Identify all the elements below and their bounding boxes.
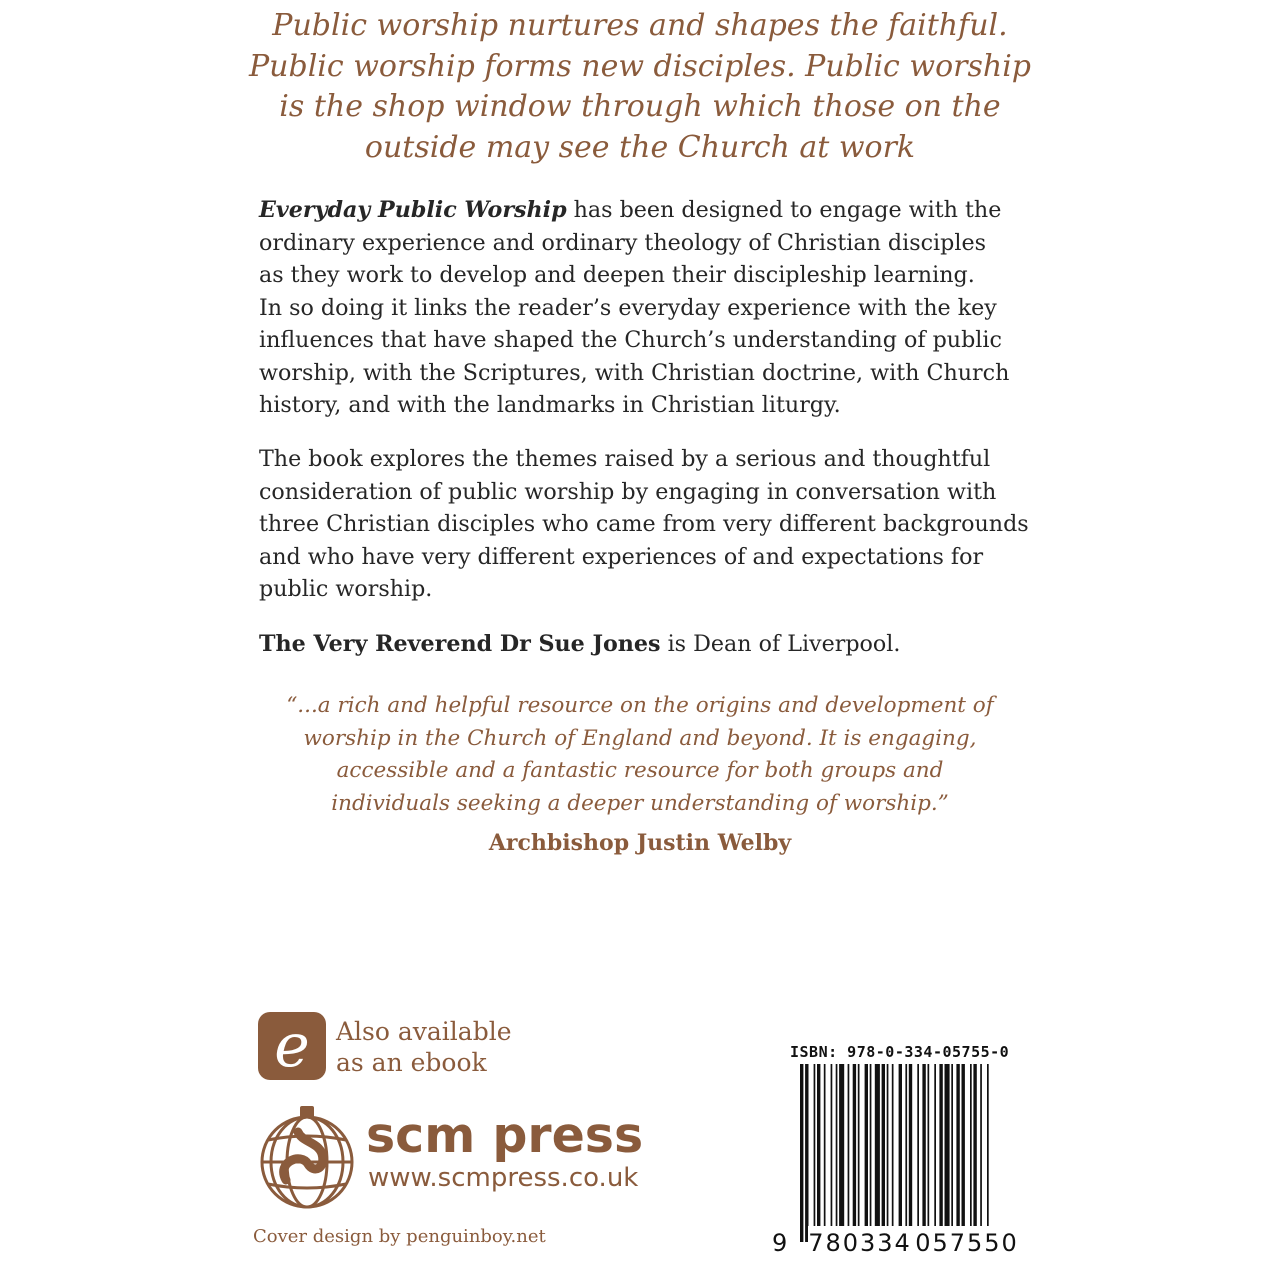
barcode-bar xyxy=(800,1064,803,1242)
author-role: is Dean of Liverpool. xyxy=(660,631,901,657)
barcode-bar xyxy=(922,1064,925,1226)
barcode-bar xyxy=(917,1064,919,1226)
barcode-bars xyxy=(800,1064,989,1242)
quote-line: accessible and a fantastic resource for both groups and xyxy=(336,758,944,783)
paragraph-line: In so doing it links the reader’s everyday experience with the key xyxy=(259,294,997,321)
paragraph-line: as they work to develop and deepen their discipleship learning. xyxy=(259,262,975,288)
ebook-icon xyxy=(258,1012,326,1080)
paragraph-text: has been designed to engage with the xyxy=(566,197,1002,223)
quote-line: “...a rich and helpful resource on the origins and development of xyxy=(286,693,994,718)
paragraph-line xyxy=(259,194,1019,227)
ebook-notice xyxy=(336,1016,512,1078)
barcode-bar xyxy=(882,1064,885,1226)
barcode xyxy=(770,1064,1025,1254)
barcode-right-digits: 057550 xyxy=(915,1229,1019,1254)
barcode-bar xyxy=(817,1064,820,1226)
barcode-bar xyxy=(892,1064,894,1242)
barcode-bar xyxy=(987,1064,989,1242)
paragraph-line: and who have very different experiences of and expectations for xyxy=(259,543,984,570)
paragraph-line: history, and with the landmarks in Christian liturgy. xyxy=(259,392,841,418)
description-paragraph-2 xyxy=(259,443,1029,606)
paragraph-line: consideration of public worship by engaging in conversation with xyxy=(259,478,997,505)
barcode-bar xyxy=(928,1064,930,1226)
isbn-label: ISBN: 978-0-334-05755-0 xyxy=(790,1043,1010,1061)
paragraph-line: worship, with the Scriptures, with Christian doctrine, with Church xyxy=(259,359,1010,386)
barcode-bar xyxy=(939,1064,942,1226)
barcode-bar xyxy=(814,1064,816,1226)
barcode-bar xyxy=(956,1064,959,1226)
cover-credit: Cover design by penguinboy.net xyxy=(253,1226,546,1247)
headline-line: Public worship nurtures and shapes the faithful. xyxy=(272,8,1008,43)
barcode-bar xyxy=(839,1064,844,1226)
paragraph-line: three Christian disciples who came from very different backgrounds xyxy=(259,511,1029,537)
barcode-bar xyxy=(973,1064,976,1226)
paragraph-line: public worship. xyxy=(259,576,433,602)
publisher-url[interactable]: www.scmpress.co.uk xyxy=(368,1163,639,1193)
ebook-badge-letter: e xyxy=(274,1012,310,1080)
headline-line: Public worship forms new disciples. Public worship xyxy=(249,48,1031,84)
headline-line: outside may see the Church at work xyxy=(364,129,916,165)
author-bio xyxy=(259,628,1019,661)
barcode-bar xyxy=(962,1064,965,1226)
barcode-bar xyxy=(945,1064,950,1226)
barcode-bar xyxy=(831,1064,833,1226)
barcode-bar xyxy=(909,1064,912,1226)
barcode-bar xyxy=(934,1064,936,1226)
description-paragraph-1 xyxy=(259,194,1019,422)
barcode-bar xyxy=(951,1064,953,1226)
paragraph-line: influences that have shaped the Church’s understanding of public xyxy=(259,327,1002,353)
barcode-bar xyxy=(848,1064,850,1226)
barcode-bar xyxy=(899,1064,902,1242)
barcode-left-digits: 780334 xyxy=(808,1229,912,1254)
barcode-bar xyxy=(870,1064,872,1226)
barcode-lead-digit: 9 xyxy=(772,1229,788,1254)
barcode-bar xyxy=(824,1064,826,1226)
quote-line: individuals seeking a deeper understanding of worship.” xyxy=(331,790,949,816)
barcode-bar xyxy=(887,1064,889,1226)
quote-line: worship in the Church of England and beyond. It is engaging, xyxy=(303,725,977,751)
publisher-name: scm press xyxy=(366,1107,644,1164)
barcode-bar xyxy=(970,1064,972,1226)
book-title: Everyday Public Worship xyxy=(259,197,567,223)
barcode-bar xyxy=(853,1064,856,1226)
barcode-bar xyxy=(805,1064,808,1242)
barcode-bar xyxy=(858,1064,860,1226)
barcode-bar xyxy=(875,1064,880,1226)
author-name: The Very Reverend Dr Sue Jones xyxy=(259,631,661,657)
endorsement-attribution: Archbishop Justin Welby xyxy=(488,830,792,856)
headline-line: is the shop window through which those on the xyxy=(279,89,1001,124)
paragraph-line: The book explores the themes raised by a serious and thoughtful xyxy=(259,446,991,472)
barcode-bar xyxy=(905,1064,907,1226)
barcode-bar xyxy=(980,1064,982,1226)
barcode-bar xyxy=(836,1064,838,1226)
barcode-bar xyxy=(865,1064,868,1226)
globe-snake-logo-icon xyxy=(256,1102,358,1212)
ebook-line: as an ebook xyxy=(336,1048,487,1077)
endorsement-quote xyxy=(240,690,1040,820)
paragraph-line: ordinary experience and ordinary theology of Christian disciples xyxy=(259,229,986,256)
headline-quote xyxy=(240,6,1040,168)
ebook-line: Also available xyxy=(336,1017,512,1046)
